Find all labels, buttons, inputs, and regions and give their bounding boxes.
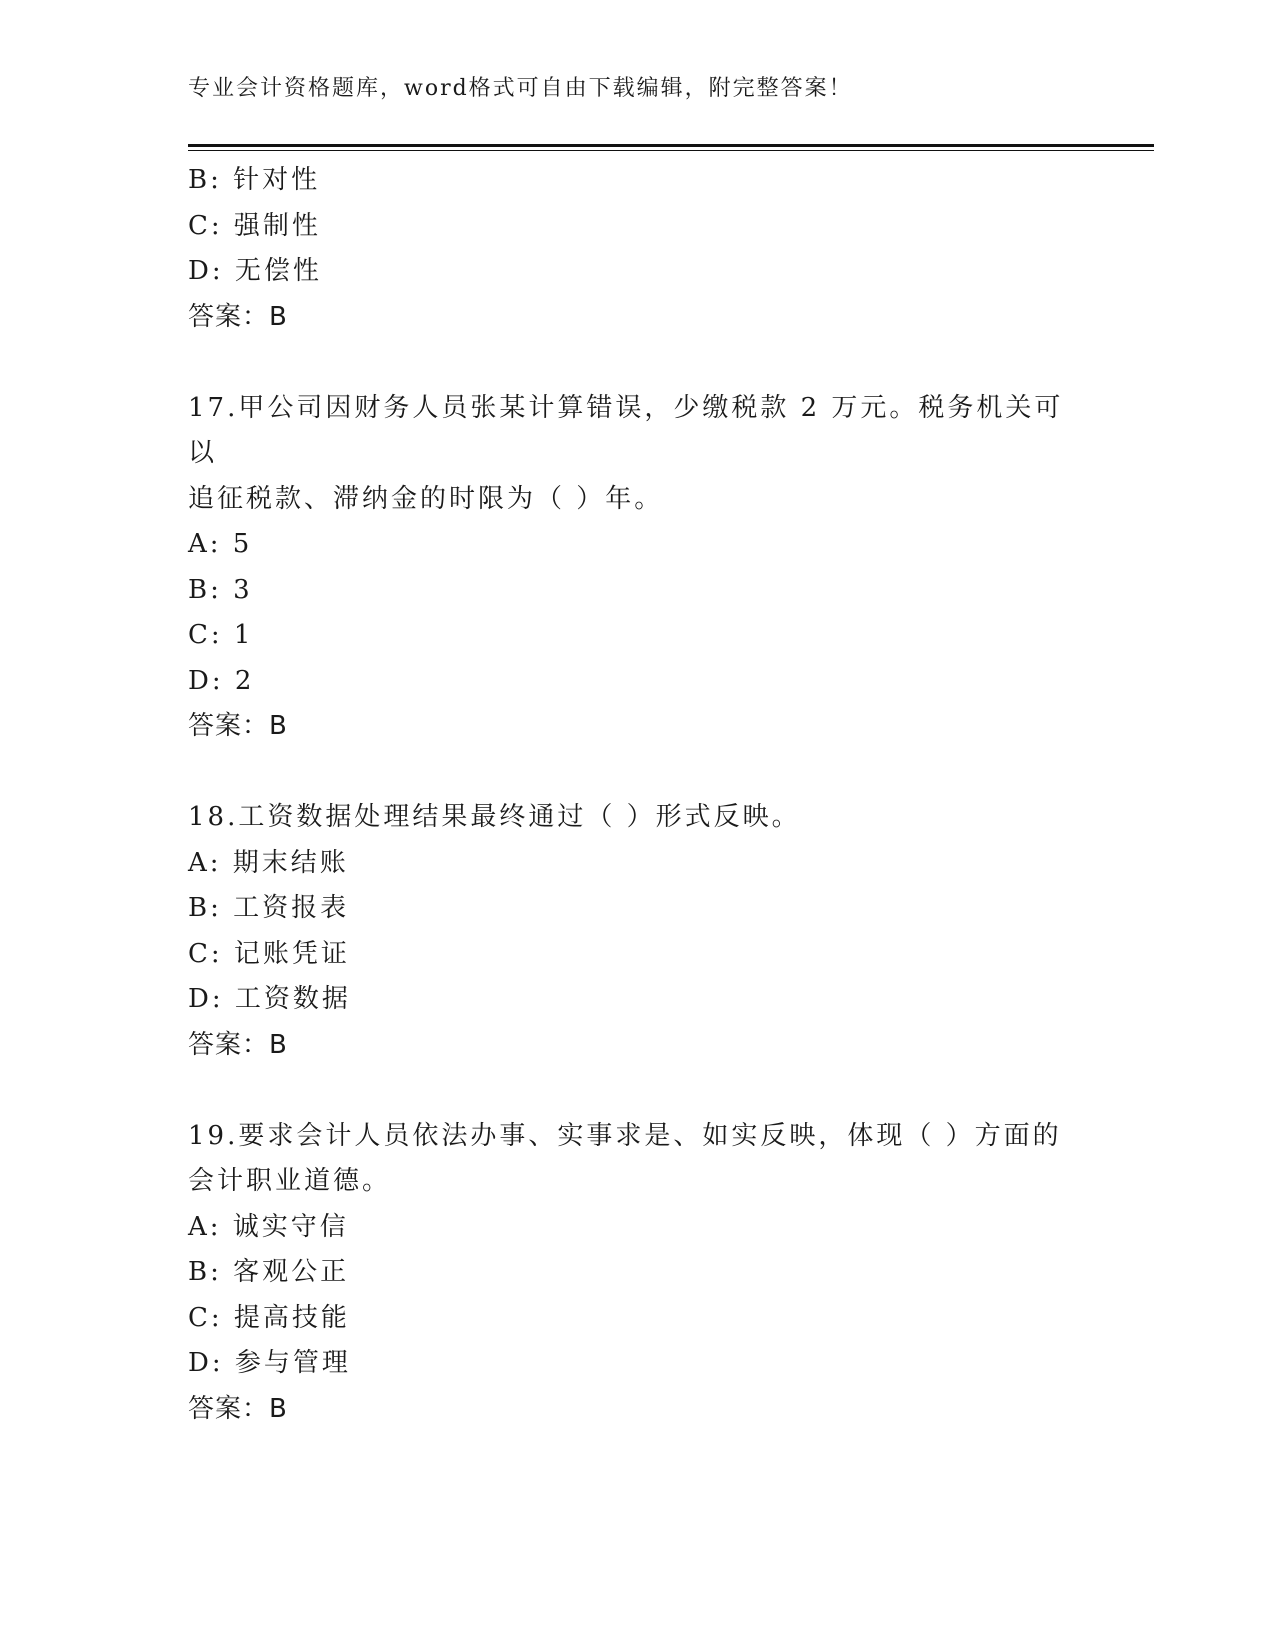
header-rule-thin bbox=[188, 150, 1154, 151]
option-b: B: 3 bbox=[188, 574, 253, 605]
question-stem-line: 追征税款、滞纳金的时限为（ ）年。 bbox=[188, 483, 664, 514]
spacer bbox=[188, 1068, 1088, 1114]
option-c: C: 提高技能 bbox=[188, 1302, 350, 1333]
option-c: C: 强制性 bbox=[188, 210, 321, 241]
question-stem-line: 17.甲公司因财务人员张某计算错误，少缴税款 2 万元。税务机关可以 bbox=[188, 392, 1064, 468]
option-a: A: 5 bbox=[188, 529, 253, 559]
option-d: D: 工资数据 bbox=[188, 984, 351, 1014]
question-19 bbox=[188, 1114, 1088, 1433]
question-stem-line: 19.要求会计人员依法办事、实事求是、如实反映，体现（ ）方面的 bbox=[188, 1120, 1062, 1151]
spacer bbox=[188, 750, 1088, 796]
question-content bbox=[188, 158, 1088, 1432]
prev-question bbox=[188, 158, 1088, 340]
header-rule-thick bbox=[188, 144, 1154, 147]
answer: 答案：B bbox=[188, 1029, 288, 1060]
question-stem-line: 会计职业道德。 bbox=[188, 1166, 392, 1196]
answer: 答案：B bbox=[188, 711, 288, 741]
option-d: D: 2 bbox=[188, 665, 255, 696]
option-d: D: 参与管理 bbox=[188, 1348, 351, 1378]
question-17 bbox=[188, 386, 1088, 750]
option-b: B: 工资报表 bbox=[188, 893, 350, 923]
question-stem-line: 18.工资数据处理结果最终通过（ ）形式反映。 bbox=[188, 802, 801, 832]
answer: 答案：B bbox=[188, 1393, 288, 1424]
page-header: 专业会计资格题库，word格式可自由下载编辑，附完整答案！ bbox=[188, 76, 853, 101]
option-a: A: 诚实守信 bbox=[188, 1211, 349, 1242]
answer: 答案：B bbox=[188, 301, 288, 332]
option-a: A: 期末结账 bbox=[188, 847, 349, 878]
option-b: B: 针对性 bbox=[188, 165, 321, 195]
question-18 bbox=[188, 795, 1088, 1068]
spacer bbox=[188, 340, 1088, 386]
option-c: C: 记账凭证 bbox=[188, 938, 350, 969]
option-d: D: 无偿性 bbox=[188, 256, 322, 286]
option-c: C: 1 bbox=[188, 620, 254, 650]
option-b: B: 客观公正 bbox=[188, 1257, 350, 1287]
